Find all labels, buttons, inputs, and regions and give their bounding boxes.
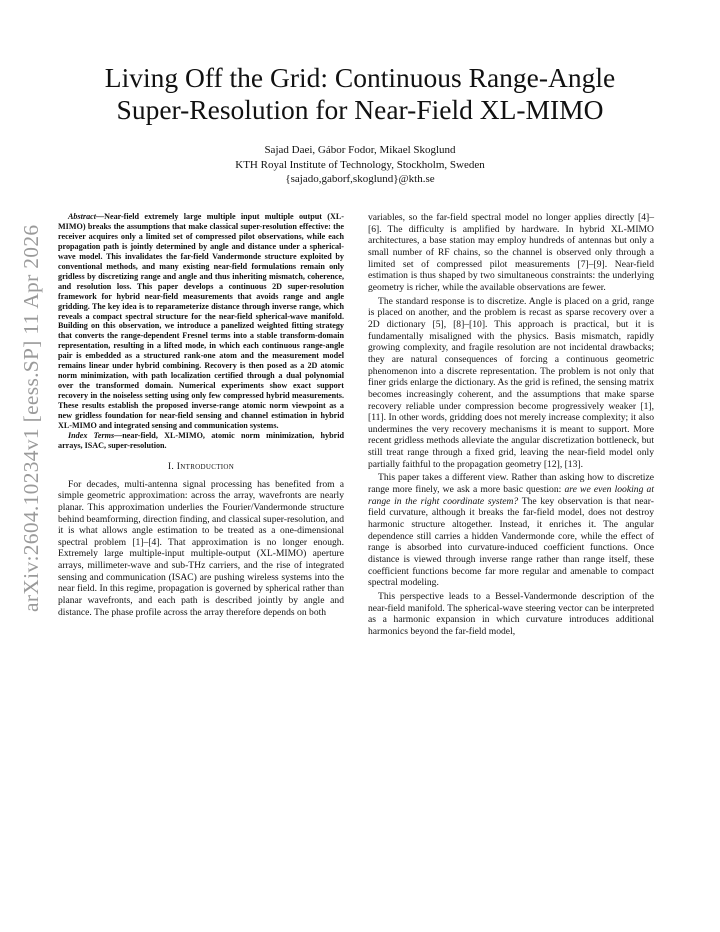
intro-paragraph-3	[368, 472, 654, 589]
abstract-text: Near-field extremely large multiple input multiple output (XL-MIMO) breaks the assumptions that make classical super-resolution effective: the receiver acquires only a limited set of compressed pilot observations, while each propagation path is jointly determined by angle and distance under a spherical-wave model. This invalidates the far-field Vandermonde structure exploited by conventional methods, and many existing near-field formulations remain only gridless by discretizing range and angle and thus inheriting mismatch, coherence, and resolution loss. This paper develops a continuous 2D super-resolution framework for hybrid near-field measurements that avoids range and angle gridding. The key idea is to reparameterize distance through inverse range, which reveals a compact spectral structure for the near-field spherical-wave manifold. Building on this observation, we introduce a panelized weighted fitting strategy that converts the range-dependent Fresnel terms into a stable transform-domain representation, resulting in a lifted mode, in which each continuous range-angle pair is embedded as a structured rank-one atom and the measurement model remains linear under hybrid combining. Recovery is then posed as a 2D atomic norm minimization, with path localization certified through a dual polynomial over the transformed domain. Numerical experiments show exact support recovery in the noiseless setting using only few compressed hybrid measurements. These results establish the proposed inverse-range atomic norm viewpoint as a new gridless foundation for near-field sensing and channel estimation in hybrid XL-MIMO and integrated sensing and communication systems.	[58, 212, 344, 431]
intro-paragraph-3-part-a: This paper takes a different view. Rather than asking how to discretize range more finely, we ask a more basic question:	[368, 472, 654, 496]
intro-paragraph-3-question: are we even looking at range in the right coordinate system?	[368, 484, 654, 507]
author-block	[60, 143, 660, 187]
abstract-label: Abstract	[68, 212, 96, 221]
introduction-body	[58, 479, 344, 619]
arxiv-identifier[interactable]	[19, 224, 47, 612]
right-column	[368, 212, 654, 638]
section-heading-introduction: I. Introduction	[167, 460, 235, 472]
intro-paragraph-4: This perspective leads to a Bessel-Vandermonde description of the near-field manifold. The spherical-wave steering vector can be interpreted as a harmonic expansion in which curvature introduces additional harmonics beyond the far-field model,	[368, 591, 654, 637]
index-terms	[58, 431, 344, 451]
index-terms-dash: —	[114, 430, 123, 440]
arxiv-id-text: arXiv:2604.10234v1 [eess.SP] 11 Apr 2026	[19, 224, 43, 612]
author-affiliation: KTH Royal Institute of Technology, Stockholm, Sweden	[235, 158, 485, 171]
title-line-2: Super-Resolution for Near-Field XL-MIMO	[116, 94, 604, 125]
abstract-dash: —	[96, 212, 105, 221]
paper-title	[60, 62, 660, 126]
intro-paragraph-1: For decades, multi-antenna signal processing has benefited from a simple geometric approximation: across the array, wavefronts are nearly planar. This approximation underlies the Fourier/Vandermonde structure behind beamforming, direction finding, and classical super-resolution, and it is what allows angle estimation to be treated as a one-dimensional spectral problem [1]–[4]. That approximation is no longer enough. Extremely large multiple-input multiple-output (XL-MIMO) aperture arrays, millimeter-wave and sub-THz carriers, and the rise of integrated sensing and communication (ISAC) are pushing wireless systems into the near field. In this regime, propagation is governed by spherical rather than planar wavefronts, and each path is described jointly by angle and distance. The phase profile across the array therefore depends on both	[58, 478, 344, 618]
intro-paragraph-2: The standard response is to discretize. Angle is placed on a grid, range is placed on another, and the problem is recast as sparse recovery over a 2D dictionary [5], [8]–[10]. This approach is practical, but it is fundamentally misaligned with the physics. Basis mismatch, rapidly growing complexity, and fragile resolution are not incidental drawbacks; they are natural consequences of forcing a continuous geometric phenomenon into a discrete representation. The problem is not only that finer grids enlarge the dictionary. As the grid is refined, the sensing matrix becomes increasingly coherent, and the assumptions that make sparse recovery reliable under compression become progressively weaker [1], [11]. In other words, gridding does not merely increase complexity; it also undermines the very recovery mechanisms it is meant to support. More recent gridless methods alleviate the angular discretization bottleneck, but still treat range through a fixed grid, leaving the near-field model only partially faithful to the propagation geometry [12], [13].	[368, 295, 654, 470]
title-line-1: Living Off the Grid: Continuous Range-Angle	[104, 62, 616, 93]
index-terms-label: Index Terms	[68, 430, 115, 440]
abstract	[58, 212, 344, 431]
author-email: {sajado,gaborf,skoglund}@kth.se	[285, 173, 435, 185]
index-terms-text: near-field, XL-MIMO, atomic norm minimization, hybrid arrays, ISAC, super-resolution.	[58, 430, 344, 450]
intro-paragraph-3-part-b: The key observation is that near-field curvature, although it breaks the far-field model, does not destroy harmonic structure altogether. Instead, it enriches it. The angular dependence still carries a hidden Vandermonde core, while the effect of range is absorbed into curvature-induced coefficient functions. Once distance is viewed through inverse range rather than range itself, these coefficient functions become far more regular and amenable to compact spectral modeling.	[368, 495, 654, 589]
left-column	[58, 212, 344, 618]
author-names: Sajad Daei, Gábor Fodor, Mikael Skoglund	[264, 144, 456, 156]
intro-continuation-paragraph: variables, so the far-field spectral model no longer applies directly [4]–[6]. The difficulty is amplified by hardware. In hybrid XL-MIMO architectures, a base station may employ hundreds of antennas but only a small number of RF chains, so the channel is observed only through a limited set of compressed pilot measurements [7]–[9]. Near-field estimation is thus shaped by two simultaneous constraints: the underlying geometry is richer, while the available observations are fewer.	[368, 212, 654, 293]
